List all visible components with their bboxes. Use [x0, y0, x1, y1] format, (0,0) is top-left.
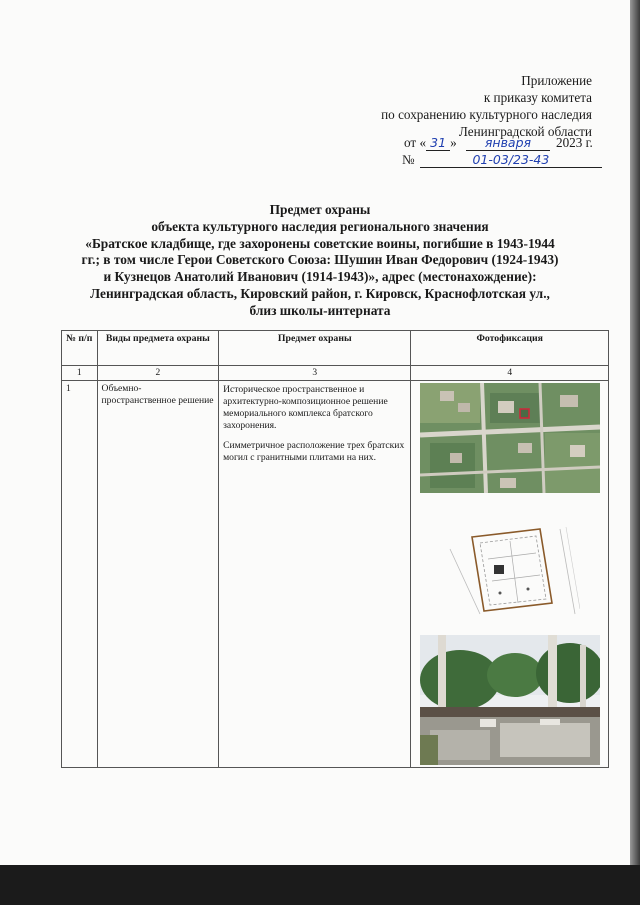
appendix-line: Ленинградской области: [458, 124, 592, 139]
row-subject: [219, 381, 411, 768]
memorial-photo-image: [420, 635, 600, 765]
col-number: 1: [62, 366, 98, 381]
title-line: близ школы-интерната: [249, 302, 391, 318]
date-day: 31: [426, 135, 450, 151]
column-number-row: [62, 366, 609, 381]
number-label: №: [402, 152, 415, 167]
document-title: [60, 202, 580, 320]
header-num: № п/п: [62, 331, 98, 366]
header-subject: Предмет охраны: [219, 331, 411, 366]
title-line: объекта культурного наследия регионального значения: [151, 218, 489, 234]
table-header-row: [62, 331, 609, 366]
header-kind: Виды предмета охраны: [97, 331, 219, 366]
date-prefix: от «: [404, 135, 427, 150]
date-year: 2023 г.: [555, 135, 593, 150]
row-photos: [411, 381, 609, 768]
protection-table: [61, 330, 609, 768]
scan-edge: [0, 865, 640, 905]
title-line: «Братское кладбище, где захоронены советские воины, погибшие в 1943-1944: [85, 235, 555, 251]
row-num: 1: [62, 381, 98, 768]
scan-edge: [630, 0, 640, 905]
row-kind: Объемно-пространственное решение: [97, 381, 219, 768]
appendix-line: по сохранению культурного наследия: [381, 107, 592, 122]
col-number: 4: [411, 366, 609, 381]
appendix-line: Приложение: [521, 73, 592, 88]
date-quote: »: [450, 135, 457, 150]
header-photo: Фотофиксация: [411, 331, 609, 366]
appendix-line: к приказу комитета: [483, 90, 592, 105]
title-line: гг.; в том числе Герои Советского Союза: Шушин Иван Федорович (1924-1943): [81, 252, 559, 268]
col-number: 2: [97, 366, 219, 381]
site-plan-image: [440, 519, 580, 619]
order-number: [402, 152, 602, 168]
aerial-map-image: [420, 383, 600, 493]
title-line: Ленинградская область, Кировский район, г. Кировск, Краснофлотская ул.,: [90, 285, 550, 301]
number-value: 01-03/23-43: [420, 152, 602, 168]
table-row: [62, 381, 609, 768]
subject-paragraph: Симметричное расположение трех братских могил с гранитными плитами на них.: [223, 440, 405, 463]
date-month: января: [466, 135, 550, 151]
subject-paragraph: Историческое пространственное и архитектурно-композиционное решение мемориального комплекса братского захоронения.: [223, 384, 388, 431]
order-date: [404, 135, 593, 151]
title-line: и Кузнецов Анатолий Иванович (1914-1943)», адрес (местонахождение):: [103, 269, 537, 285]
col-number: 3: [219, 366, 411, 381]
appendix-header: [381, 72, 592, 140]
title-line: Предмет охраны: [269, 202, 371, 217]
